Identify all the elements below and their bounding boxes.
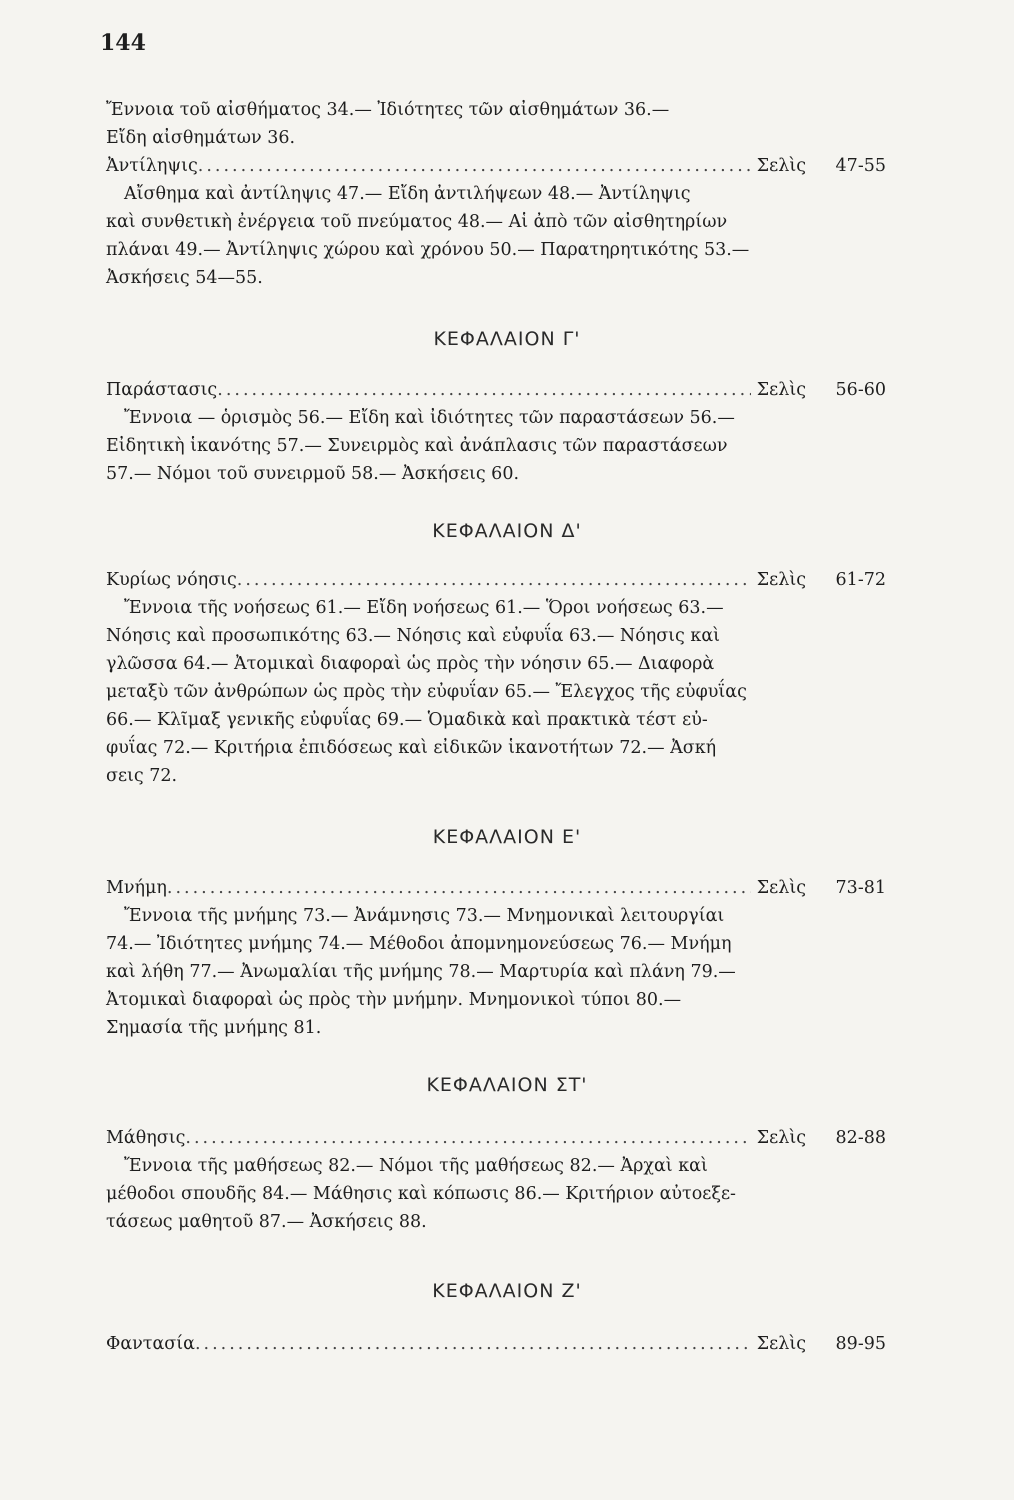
description-line: Ἀτομικαὶ διαφοραὶ ὡς πρὸς τὴν μνήμην. Μνημονικοὶ τύποι 80.— <box>106 990 682 1010</box>
toc-entry-noisis[interactable] <box>106 566 886 594</box>
chapter-heading-d: ΚΕΦΑΛΑΙΟΝ Δ' <box>432 520 582 542</box>
chapter-heading-g: ΚΕΦΑΛΑΙΟΝ Γ' <box>433 328 581 350</box>
entry-title: Κυρίως νόησις <box>106 570 237 590</box>
toc-entry-parastasis[interactable] <box>106 376 886 404</box>
description-line: Νόησις καὶ προσωπικότης 63.— Νόησις καὶ εὐφυΐα 63.— Νόησις καὶ <box>106 626 721 646</box>
entry-title: Παράστασις <box>106 380 218 400</box>
page-label: Σελὶς <box>756 1128 806 1148</box>
description-line: Ἀσκήσεις 54—55. <box>106 268 263 288</box>
toc-entry-fantasia[interactable] <box>106 1330 886 1358</box>
description-line: καὶ λήθη 77.— Ἀνωμαλίαι τῆς μνήμης 78.— Μαρτυρία καὶ πλάνη 79.— <box>106 962 736 982</box>
page-label: Σελὶς <box>756 878 806 898</box>
toc-entry-mathisis[interactable] <box>106 1124 886 1152</box>
description-line: φυΐας 72.— Κριτήρια ἐπιδόσεως καὶ εἰδικῶν ἱκανοτήτων 72.— Ἀσκή <box>106 738 717 758</box>
page-label: Σελὶς <box>756 570 806 590</box>
dot-leader <box>198 152 751 180</box>
description-line: Εἴδη αἰσθημάτων 36. <box>106 128 296 148</box>
description-line: 74.— Ἰδιότητες μνήμης 74.— Μέθοδοι ἀπομνημονεύσεως 76.— Μνήμη <box>106 934 732 954</box>
dot-leader <box>167 874 751 902</box>
page-range: 82-88 <box>835 1128 886 1148</box>
page-range: 89-95 <box>835 1334 886 1354</box>
toc-block-z <box>106 1330 886 1358</box>
page-range: 47-55 <box>835 156 886 176</box>
chapter-heading-st: ΚΕΦΑΛΑΙΟΝ ΣΤ' <box>426 1074 588 1096</box>
description-line: πλάναι 49.— Ἀντίληψις χώρου καὶ χρόνου 50.— Παρατηρητικότης 53.— <box>106 240 750 260</box>
dot-leader <box>195 1330 751 1358</box>
dot-leader <box>217 376 751 404</box>
page-label: Σελὶς <box>756 1334 806 1354</box>
entry-title: Μνήμη <box>106 878 167 898</box>
toc-block-e <box>106 874 886 1042</box>
toc-block-d <box>106 566 886 790</box>
description-line: μεταξὺ τῶν ἀνθρώπων ὡς πρὸς τὴν εὐφυΐαν 65.— Ἔλεγχος τῆς εὐφυΐας <box>106 682 747 702</box>
entry-title: Μάθησις <box>106 1128 186 1148</box>
toc-block-st <box>106 1124 886 1236</box>
description-line: γλῶσσα 64.— Ἀτομικαὶ διαφοραὶ ὡς πρὸς τὴν νόησιν 65.— Διαφορὰ <box>106 654 715 674</box>
page-number: 144 <box>100 30 146 56</box>
description-line: σεις 72. <box>106 766 178 786</box>
description-line: τάσεως μαθητοῦ 87.— Ἀσκήσεις 88. <box>106 1212 427 1232</box>
entry-description <box>106 180 886 292</box>
entry-description <box>106 96 886 152</box>
description-line: Ἔννοια τοῦ αἰσθήματος 34.— Ἰδιότητες τῶν αἰσθημάτων 36.— <box>106 100 670 120</box>
dot-leader <box>237 566 751 594</box>
description-line: Αἴσθημα καὶ ἀντίληψις 47.— Εἴδη ἀντιλήψεων 48.— Ἀντίληψις <box>124 184 691 204</box>
entry-description <box>106 594 886 790</box>
entry-description <box>106 1152 886 1236</box>
toc-block-g <box>106 376 886 488</box>
description-line: 66.— Κλῖμαξ γενικῆς εὐφυΐας 69.— Ὁμαδικὰ καὶ πρακτικὰ τέστ εὐ- <box>106 710 708 730</box>
description-line: Ἔννοια τῆς νοήσεως 61.— Εἴδη νοήσεως 61.— Ὅροι νοήσεως 63.— <box>124 598 724 618</box>
description-line: Σημασία τῆς μνήμης 81. <box>106 1018 322 1038</box>
description-line: Εἰδητικὴ ἱκανότης 57.— Συνειρμὸς καὶ ἀνάπλασις τῶν παραστάσεων <box>106 436 728 456</box>
dot-leader <box>185 1124 750 1152</box>
entry-title: Ἀντίληψις <box>106 156 198 176</box>
page-range: 73-81 <box>835 878 886 898</box>
entry-description <box>106 902 886 1042</box>
page-label: Σελὶς <box>756 380 806 400</box>
toc-block-continuation <box>106 96 886 292</box>
description-line: Ἔννοια τῆς μαθήσεως 82.— Νόμοι τῆς μαθήσεως 82.— Ἀρχαὶ καὶ <box>124 1156 708 1176</box>
description-line: Ἔννοια — ὁρισμὸς 56.— Εἴδη καὶ ἰδιότητες τῶν παραστάσεων 56.— <box>124 408 735 428</box>
toc-entry-mnimi[interactable] <box>106 874 886 902</box>
page-range: 56-60 <box>835 380 886 400</box>
chapter-heading-z: ΚΕΦΑΛΑΙΟΝ Ζ' <box>432 1280 582 1302</box>
chapter-heading-e: ΚΕΦΑΛΑΙΟΝ Ε' <box>432 826 582 848</box>
description-line: καὶ συνθετικὴ ἐνέργεια τοῦ πνεύματος 48.— Αἱ ἀπὸ τῶν αἰσθητηρίων <box>106 212 728 232</box>
toc-entry-antilipsis[interactable] <box>106 152 886 180</box>
entry-description <box>106 404 886 488</box>
page-range: 61-72 <box>835 570 886 590</box>
description-line: μέθοδοι σπουδῆς 84.— Μάθησις καὶ κόπωσις 86.— Κριτήριον αὐτοεξε- <box>106 1184 736 1204</box>
description-line: Ἔννοια τῆς μνήμης 73.— Ἀνάμνησις 73.— Μνημονικαὶ λειτουργίαι <box>124 906 725 926</box>
page-label: Σελὶς <box>756 156 806 176</box>
description-line: 57.— Νόμοι τοῦ συνειρμοῦ 58.— Ἀσκήσεις 60. <box>106 464 520 484</box>
entry-title: Φαντασία <box>106 1334 195 1354</box>
